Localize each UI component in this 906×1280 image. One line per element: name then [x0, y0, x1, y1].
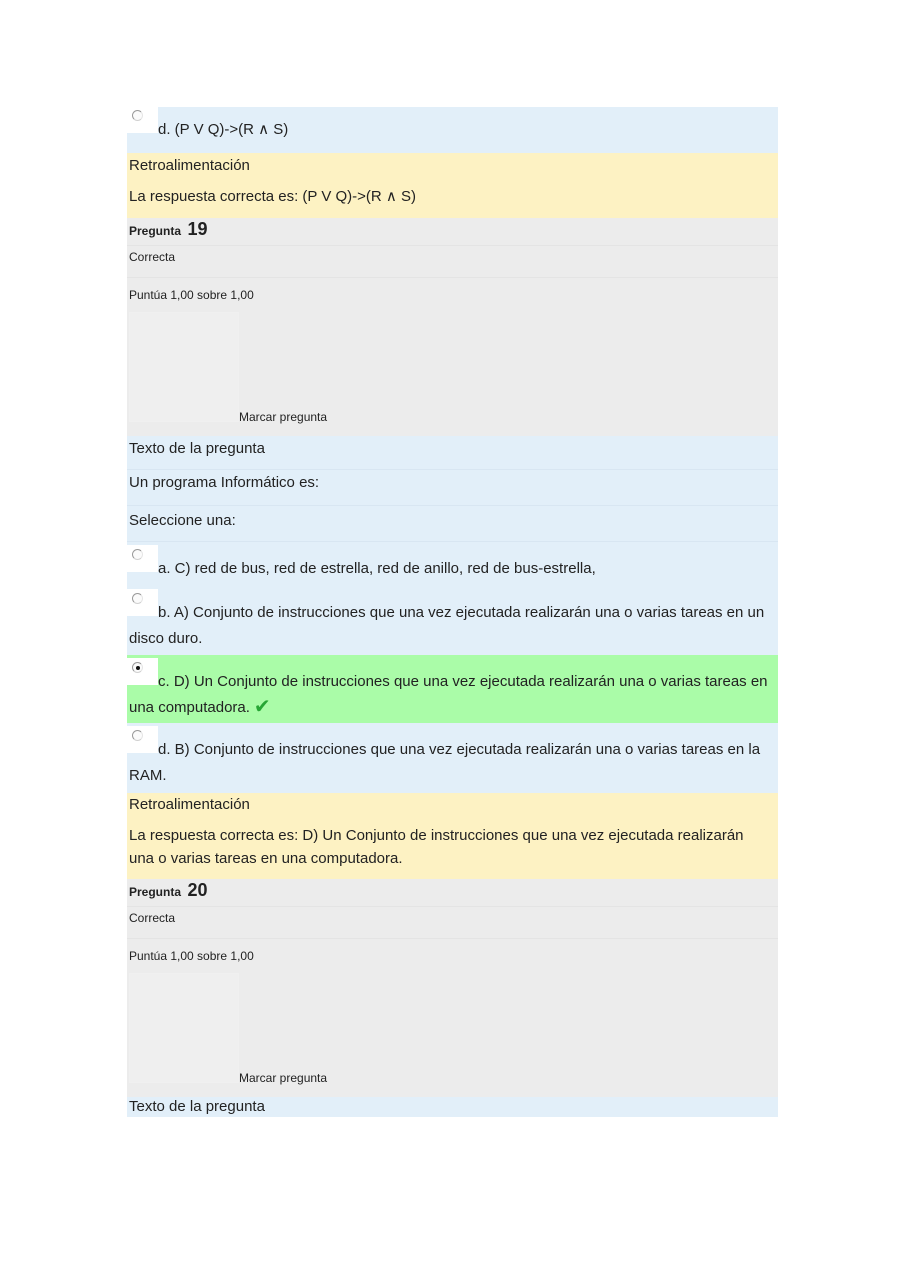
select-one-label: Seleccione una:	[127, 505, 778, 541]
answer-option-b[interactable]	[127, 586, 778, 655]
question-label: Pregunta	[129, 224, 182, 238]
quiz-review-page	[127, 107, 778, 1117]
feedback-text: La respuesta correcta es: D) Un Conjunto de instrucciones que una vez ejecutada realizarán una o varias tareas en una computadora.	[129, 827, 744, 867]
feedback-box-prev	[127, 153, 778, 218]
option-label: b. A) Conjunto de instrucciones que una vez ejecutada realizarán una o varias tareas en un disco duro.	[129, 604, 765, 647]
question-status: Correcta	[127, 906, 778, 938]
radio-button[interactable]	[127, 545, 158, 572]
question-number: 20	[187, 880, 208, 900]
radio-button[interactable]	[127, 589, 158, 616]
answer-option-c[interactable]	[127, 655, 778, 723]
question-text-title: Texto de la pregunta	[127, 436, 778, 469]
radio-button[interactable]	[127, 106, 158, 133]
feedback-title: Retroalimentación	[129, 157, 250, 174]
checkmark-icon: ✔	[253, 696, 271, 718]
option-label: a. C) red de bus, red de estrella, red de anillo, red de bus-estrella,	[158, 560, 596, 577]
question-score: Puntúa 1,00 sobre 1,00	[127, 938, 778, 965]
question-number: 19	[187, 219, 208, 239]
feedback-text: La respuesta correcta es: (P V Q)->(R ∧ S)	[129, 188, 417, 205]
option-label: d. (P V Q)->(R ∧ S)	[158, 121, 289, 138]
option-label: d. B) Conjunto de instrucciones que una vez ejecutada realizarán una o varias tareas en la RAM.	[129, 741, 761, 784]
flag-question-area	[127, 304, 778, 436]
flag-icon[interactable]	[129, 973, 239, 1083]
radio-button-selected[interactable]	[127, 658, 158, 685]
flag-icon[interactable]	[129, 312, 239, 422]
option-label: c. D) Un Conjunto de instrucciones que una vez ejecutada realizarán una o varias tareas en una computadora.	[129, 673, 768, 716]
flag-question-area	[127, 965, 778, 1097]
answer-option-d-prev[interactable]	[127, 107, 778, 153]
answer-option-a[interactable]	[127, 541, 778, 586]
question-prompt: Un programa Informático es:	[127, 469, 778, 505]
question-header-19	[127, 218, 778, 245]
question-score: Puntúa 1,00 sobre 1,00	[127, 277, 778, 304]
answer-option-d[interactable]	[127, 723, 778, 793]
question-text-title: Texto de la pregunta	[127, 1097, 778, 1117]
flag-question-link[interactable]: Marcar pregunta	[239, 410, 328, 424]
question-status: Correcta	[127, 245, 778, 277]
feedback-box-19	[127, 793, 778, 879]
question-header-20	[127, 879, 778, 906]
question-label: Pregunta	[129, 885, 182, 899]
radio-button[interactable]	[127, 726, 158, 753]
flag-question-link[interactable]: Marcar pregunta	[239, 1071, 328, 1085]
feedback-title: Retroalimentación	[129, 796, 250, 813]
